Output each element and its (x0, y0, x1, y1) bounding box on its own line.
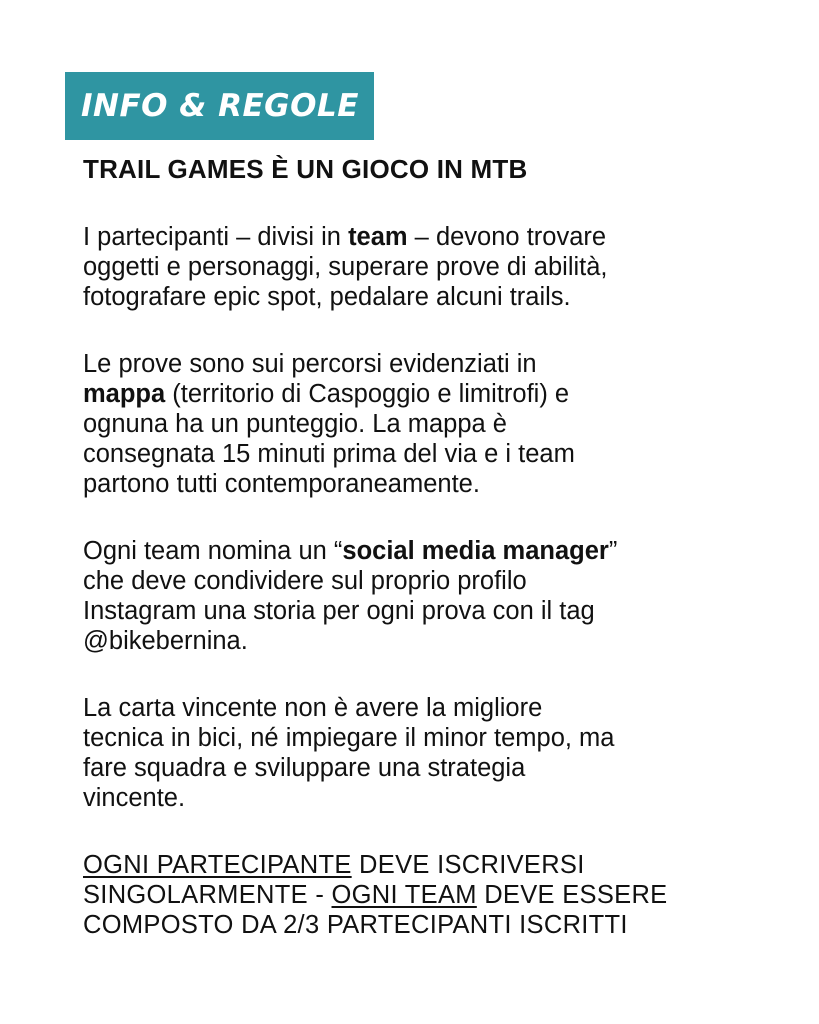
paragraph-line: Instagram una storia per ogni prova con il tag (83, 597, 595, 625)
text-span: ” (608, 537, 618, 565)
text-span: (territorio di Caspoggio e limitrofi) e (165, 380, 570, 408)
paragraph-line: fare squadra e sviluppare una strategia (83, 754, 526, 782)
section-badge (65, 72, 374, 140)
text-span: SINGOLARMENTE - (83, 881, 332, 909)
registration-note (83, 850, 743, 940)
paragraph-line (83, 850, 743, 880)
text-span: Ogni team nomina un “ (83, 537, 343, 565)
paragraph-line (83, 880, 743, 910)
page-title: TRAIL GAMES È UN GIOCO IN MTB (83, 154, 528, 184)
section-badge-label: INFO & REGOLE (81, 88, 359, 124)
paragraph-line: oggetti e personaggi, superare prove di abilità, (83, 253, 608, 281)
paragraph-teams (83, 222, 743, 312)
bold-text: mappa (83, 380, 166, 408)
paragraph-line: @bikebernina. (83, 627, 248, 655)
bold-text: social media manager (342, 537, 609, 565)
text-span: I partecipanti – divisi in (83, 223, 349, 251)
paragraph-line: tecnica in bici, né impiegare il minor tempo, ma (83, 724, 615, 752)
paragraph-line: COMPOSTO DA 2/3 PARTECIPANTI ISCRITTI (83, 911, 628, 939)
paragraph-line: La carta vincente non è avere la migliore (83, 694, 543, 722)
underlined-text: OGNI PARTECIPANTE (83, 851, 352, 879)
paragraph-line: ognuna ha un punteggio. La mappa è (83, 410, 507, 438)
paragraph-line: Le prove sono sui percorsi evidenziati in (83, 350, 537, 378)
paragraph-line (83, 379, 743, 409)
paragraph-social (83, 536, 743, 656)
bold-text: team (348, 223, 408, 251)
text-span: DEVE ESSERE (476, 881, 668, 909)
paragraph-line: partono tutti contemporaneamente. (83, 470, 480, 498)
text-span: – devono trovare (407, 223, 607, 251)
rules-content (83, 222, 743, 977)
paragraph-map (83, 349, 743, 499)
underlined-text: OGNI TEAM (331, 881, 477, 909)
text-span: DEVE ISCRIVERSI (351, 851, 585, 879)
paragraph-strategy (83, 693, 743, 813)
paragraph-line: vincente. (83, 784, 186, 812)
paragraph-line: fotografare epic spot, pedalare alcuni trails. (83, 283, 571, 311)
paragraph-line (83, 536, 743, 566)
paragraph-line: che deve condividere sul proprio profilo (83, 567, 527, 595)
paragraph-line: consegnata 15 minuti prima del via e i team (83, 440, 575, 468)
paragraph-line (83, 222, 743, 252)
